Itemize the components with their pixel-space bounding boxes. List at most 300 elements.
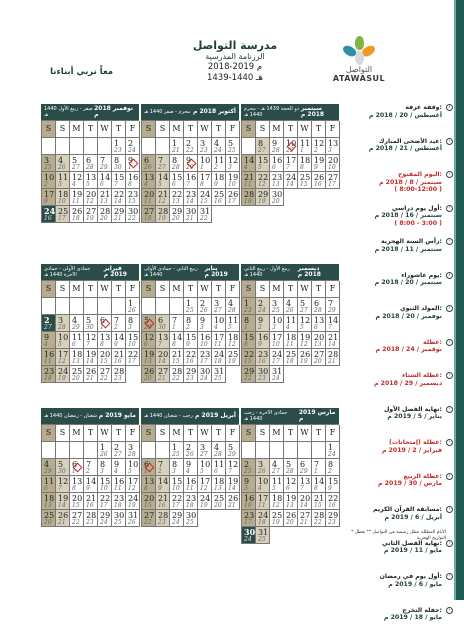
day-cell [270, 298, 284, 315]
day-cell [126, 298, 140, 315]
gregorian-day: 13 [300, 477, 310, 486]
hijri-day: 23 [186, 375, 194, 382]
event-item [346, 573, 454, 607]
day-cell [142, 332, 156, 349]
gregorian-day: 25 [44, 511, 54, 520]
hijri-day: 19 [58, 375, 66, 382]
day-cell [270, 189, 284, 206]
hijri-day: 20 [314, 358, 322, 365]
gregorian-day: 23 [272, 173, 282, 182]
day-cell [284, 476, 298, 493]
hijri-day: 22 [186, 147, 194, 154]
day-cell [242, 315, 256, 332]
gregorian-day: 30 [114, 511, 124, 520]
day-cell [298, 510, 312, 527]
weekday-header: W [98, 121, 112, 138]
day-cell [212, 189, 226, 206]
month-day-grid [241, 120, 339, 206]
day-cell [56, 493, 70, 510]
empty-day-cell [298, 442, 312, 459]
hijri-day: 22 [100, 375, 108, 382]
event-date: يناير / 5 / 2019 م [346, 413, 442, 421]
hijri-day: 4 [144, 181, 148, 188]
empty-day-cell [70, 442, 84, 459]
gregorian-day: 29 [328, 511, 338, 520]
gregorian-day: 10 [58, 333, 68, 342]
hijri-day: 29 [328, 307, 336, 314]
day-cell [326, 476, 340, 493]
hijri-day: 5 [258, 164, 262, 171]
hijri-day: 14 [286, 181, 294, 188]
gregorian-day: 21 [86, 494, 96, 503]
event-item [346, 305, 454, 339]
hijri-day: 3 [172, 468, 176, 475]
hijri-day: 4 [186, 468, 190, 475]
hijri-day: 13 [172, 198, 180, 205]
gregorian-day: 5 [58, 460, 63, 469]
gregorian-day: 8 [128, 316, 133, 325]
hijri-day: 21 [58, 519, 66, 526]
gregorian-day: 22 [186, 350, 196, 359]
hijri-day: 1 [314, 468, 318, 475]
gregorian-day: 3 [214, 299, 219, 308]
gregorian-day: 31 [272, 367, 282, 376]
hijri-day: 1 [100, 324, 104, 331]
gregorian-day: 13 [158, 333, 168, 342]
day-cell [98, 510, 112, 527]
hijri-day: 16 [158, 502, 166, 509]
day-cell [170, 189, 184, 206]
hijri-day: 2 [314, 147, 318, 154]
day-cell [312, 493, 326, 510]
weekday-header: F [226, 121, 240, 138]
hijri-day: 11 [44, 358, 52, 365]
hijri-day: 5 [300, 324, 304, 331]
empty-day-cell [156, 298, 170, 315]
month-name: أبريل 2019 م [195, 413, 236, 419]
gregorian-day: 25 [58, 207, 68, 216]
gregorian-day: 24 [200, 494, 210, 503]
hijri-day: 2 [114, 324, 118, 331]
weekday-header: W [198, 281, 212, 298]
hijri-day: 24 [100, 519, 108, 526]
day-cell [142, 349, 156, 366]
gregorian-day: 26 [86, 367, 96, 376]
month-day-grid [41, 424, 139, 527]
day-cell [256, 349, 270, 366]
hijri-day: 15 [100, 358, 108, 365]
event-item [346, 171, 454, 205]
weekday-header: M [270, 281, 284, 298]
hijri-day: 27 [114, 451, 122, 458]
gregorian-day: 5 [228, 139, 233, 148]
day-cell [212, 459, 226, 476]
event-date: سبتمبر / 20 / 2018 م [346, 279, 442, 287]
gregorian-day: 12 [72, 173, 82, 182]
day-cell [56, 206, 70, 223]
gregorian-day: 9 [200, 316, 205, 325]
gregorian-day: 1 [328, 443, 333, 452]
gregorian-day: 18 [214, 173, 224, 182]
gregorian-day: 28 [314, 511, 324, 520]
day-cell [70, 189, 84, 206]
hijri-day: 29 [100, 164, 108, 171]
gregorian-day: 5 [286, 460, 291, 469]
day-cell [198, 206, 212, 223]
hijri-day: 21 [158, 375, 166, 382]
day-cell [156, 459, 170, 476]
gregorian-day: 25 [286, 350, 296, 359]
hijri-day: 3 [228, 164, 232, 171]
day-cell [256, 189, 270, 206]
gregorian-day: 22 [172, 190, 182, 199]
empty-day-cell [256, 442, 270, 459]
month-hijri-label: ذو الحجة 1439 هـ - محرم 1440 هـ [244, 106, 301, 118]
hijri-day: 19 [228, 358, 236, 365]
gregorian-day: 14 [158, 477, 168, 486]
gregorian-day: 13 [86, 173, 96, 182]
empty-day-cell [70, 138, 84, 155]
weekday-header: M [170, 281, 184, 298]
hijri-day: 8 [72, 485, 76, 492]
gregorian-day: 28 [172, 367, 182, 376]
gregorian-day: 25 [228, 350, 238, 359]
gregorian-day: 12 [228, 460, 238, 469]
event-item [346, 238, 454, 272]
gregorian-day: 16 [128, 173, 138, 182]
weekday-header: S [56, 281, 70, 298]
hijri-day: 1 [72, 468, 76, 475]
hijri-day: 25 [114, 519, 122, 526]
gregorian-day: 5 [72, 156, 77, 165]
day-cell [312, 138, 326, 155]
hijri-day: 13 [100, 198, 108, 205]
gregorian-day: 7 [172, 316, 177, 325]
day-cell [270, 510, 284, 527]
gregorian-day: 31 [214, 367, 224, 376]
hijri-day: 15 [300, 181, 308, 188]
gregorian-day: 22 [258, 173, 268, 182]
day-cell [56, 172, 70, 189]
day-cell [312, 155, 326, 172]
gregorian-day: 20 [144, 494, 154, 503]
hijri-day: 3 [100, 468, 104, 475]
day-cell [98, 332, 112, 349]
gregorian-day: 7 [158, 156, 163, 165]
gregorian-day: 28 [86, 511, 96, 520]
day-cell [284, 138, 298, 155]
event-name: يوم عاشوراء: [346, 272, 442, 280]
gregorian-day: 26 [314, 173, 324, 182]
events-list [346, 104, 454, 640]
day-cell [84, 332, 98, 349]
hijri-day: 11 [72, 198, 80, 205]
hijri-day: 13 [144, 358, 152, 365]
empty-day-cell [42, 138, 56, 155]
month-name: سبتمبر 2018 م [301, 106, 336, 118]
hijri-day: 26 [128, 307, 136, 314]
hijri-day: 10 [200, 341, 208, 348]
hijri-day: 8 [314, 485, 318, 492]
gregorian-day: 13 [314, 316, 324, 325]
hijri-day: 14 [158, 358, 166, 365]
hijri-day: 20 [172, 215, 180, 222]
gregorian-day: 8 [100, 460, 105, 469]
day-cell [156, 349, 170, 366]
event-item [346, 372, 454, 406]
gregorian-day: 10 [44, 173, 54, 182]
day-cell [112, 172, 126, 189]
day-cell [56, 476, 70, 493]
gregorian-day: 9 [114, 460, 119, 469]
day-cell [126, 172, 140, 189]
hijri-day: 20 [72, 375, 80, 382]
weekday-header: F [126, 121, 140, 138]
day-cell [256, 493, 270, 510]
weekday-header: W [298, 281, 312, 298]
month-day-grid [141, 280, 239, 383]
hijri-day: 25 [44, 164, 52, 171]
gregorian-day: 26 [144, 367, 154, 376]
event-date: نوفمبر / 20 / 2018 م [346, 313, 442, 321]
hijri-day: 13 [214, 485, 222, 492]
day-cell [84, 189, 98, 206]
weekday-header: T [312, 281, 326, 298]
hijri-day: 10 [172, 485, 180, 492]
hijri-day: 22 [172, 375, 180, 382]
day-cell [156, 155, 170, 172]
month-hijri-label: رجب - شعبان 1440 هـ [144, 413, 193, 419]
event-item [346, 272, 454, 306]
event-name: المولد النبوي: [346, 305, 442, 313]
hijri-day: 18 [114, 502, 122, 509]
day-cell [212, 315, 226, 332]
gregorian-day: 20 [86, 190, 96, 199]
hijri-day: 17 [128, 358, 136, 365]
day-cell [98, 459, 112, 476]
hijri-day: 30 [58, 468, 66, 475]
gregorian-day: 14 [86, 477, 96, 486]
day-cell [256, 155, 270, 172]
day-cell [42, 206, 56, 223]
weekday-header: S [56, 425, 70, 442]
gregorian-day: 3 [200, 139, 205, 148]
day-cell [284, 172, 298, 189]
day-cell [198, 459, 212, 476]
gregorian-day: 11 [44, 477, 54, 486]
event-name: اليوم المفتوح: [346, 171, 442, 179]
hijri-day: 10 [128, 341, 136, 348]
hijri-day: 4 [214, 324, 218, 331]
empty-day-cell [84, 138, 98, 155]
day-cell [312, 510, 326, 527]
hijri-day: 6 [286, 485, 290, 492]
gregorian-day: 10 [128, 460, 138, 469]
day-cell [84, 349, 98, 366]
event-name: مسابقة القرآن الكريم: [346, 506, 442, 514]
hijri-day: 29 [144, 324, 152, 331]
day-cell [142, 189, 156, 206]
hijri-day: 23 [114, 147, 122, 154]
day-cell [112, 510, 126, 527]
day-cell [326, 349, 340, 366]
gregorian-day: 18 [44, 494, 54, 503]
gregorian-day: 11 [58, 173, 68, 182]
hijri-day: 9 [114, 341, 118, 348]
gregorian-day: 8 [186, 316, 191, 325]
day-cell [84, 155, 98, 172]
day-cell [284, 298, 298, 315]
day-cell [212, 493, 226, 510]
event-date: مارس / 30 / 2019 م [346, 480, 442, 488]
gregorian-day: 5 [228, 443, 233, 452]
gregorian-day: 26 [286, 511, 296, 520]
hijri-day: 18 [258, 519, 266, 526]
hijri-day: 1 [300, 147, 304, 154]
hijri-day: 2 [328, 468, 332, 475]
day-cell [256, 138, 270, 155]
day-cell [84, 172, 98, 189]
day-cell [242, 349, 256, 366]
hijri-day: 12 [272, 502, 280, 509]
gregorian-day: 28 [328, 350, 338, 359]
gregorian-day: 1 [172, 139, 177, 148]
gregorian-day: 2 [128, 139, 133, 148]
day-cell [156, 493, 170, 510]
gregorian-day: 8 [172, 460, 177, 469]
month-hijri-label: ربيع الأول - ربيع الثاني 1440 هـ [244, 266, 298, 278]
day-cell [42, 366, 56, 383]
hijri-day: 16 [114, 358, 122, 365]
day-cell [42, 155, 56, 172]
day-cell [198, 155, 212, 172]
hijri-day: 22 [314, 519, 322, 526]
gregorian-day: 6 [144, 460, 149, 469]
hijri-day: 14 [114, 198, 122, 205]
hijri-day: 5 [128, 468, 132, 475]
hijri-day: 27 [72, 164, 80, 171]
hijri-day: 7 [86, 341, 90, 348]
hijri-day: 10 [272, 341, 280, 348]
day-cell [156, 366, 170, 383]
weekday-header: W [98, 281, 112, 298]
day-cell [242, 172, 256, 189]
day-cell [70, 459, 84, 476]
weekday-header: T [312, 425, 326, 442]
month-calendar [141, 104, 239, 223]
gregorian-day: 2 [186, 443, 191, 452]
logo-flower-icon [345, 36, 373, 64]
weekday-header: S [256, 425, 270, 442]
day-cell [42, 476, 56, 493]
hijri-day: 27 [214, 307, 222, 314]
gregorian-day: 21 [244, 173, 254, 182]
hijri-day: 12 [158, 198, 166, 205]
gregorian-day: 10 [286, 139, 296, 148]
hijri-day: 20 [272, 198, 280, 205]
day-cell [112, 138, 126, 155]
gregorian-day: 27 [314, 350, 324, 359]
month-header [41, 408, 139, 424]
gregorian-day: 4 [286, 299, 291, 308]
hijri-day: 24 [272, 375, 280, 382]
gregorian-day: 25 [72, 367, 82, 376]
day-cell [142, 459, 156, 476]
hijri-day: 25 [214, 375, 222, 382]
day-cell [198, 349, 212, 366]
gregorian-day: 19 [228, 173, 238, 182]
day-cell [184, 315, 198, 332]
hijri-day: 24 [328, 451, 336, 458]
day-cell [298, 459, 312, 476]
gregorian-day: 8 [244, 316, 249, 325]
gregorian-day: 1 [172, 443, 177, 452]
gregorian-day: 20 [158, 350, 168, 359]
day-cell [256, 298, 270, 315]
gregorian-day: 27 [72, 511, 82, 520]
empty-day-cell [56, 442, 70, 459]
hijri-day: 17 [200, 358, 208, 365]
gregorian-day: 31 [200, 207, 210, 216]
day-cell [156, 172, 170, 189]
day-cell [112, 476, 126, 493]
weekday-header: T [84, 281, 98, 298]
gregorian-day: 4 [214, 139, 219, 148]
hijri-day: 7 [286, 164, 290, 171]
event-item [346, 104, 454, 138]
day-cell [70, 349, 84, 366]
month-day-grid [241, 280, 339, 383]
weekday-header: M [270, 121, 284, 138]
day-cell [226, 476, 240, 493]
day-cell [270, 476, 284, 493]
page-header [140, 40, 330, 84]
day-cell [112, 332, 126, 349]
day-cell [156, 332, 170, 349]
hijri-day: 18 [72, 215, 80, 222]
gregorian-day: 22 [114, 190, 124, 199]
gregorian-day: 16 [258, 333, 268, 342]
hijri-day: 6 [44, 485, 48, 492]
day-cell [170, 206, 184, 223]
gregorian-day: 24 [286, 173, 296, 182]
month-header [141, 104, 239, 120]
hijri-day: 9 [258, 341, 262, 348]
month-day-grid [241, 424, 339, 544]
day-cell [112, 206, 126, 223]
day-cell [226, 442, 240, 459]
gregorian-day: 24 [200, 190, 210, 199]
day-cell [84, 366, 98, 383]
weekday-header: S [142, 281, 156, 298]
day-cell [326, 298, 340, 315]
day-cell [84, 476, 98, 493]
hijri-day: 13 [272, 181, 280, 188]
day-cell [170, 315, 184, 332]
page-edge-band [456, 0, 464, 600]
gregorian-day: 15 [100, 477, 110, 486]
gregorian-day: 18 [228, 333, 238, 342]
day-cell [242, 459, 256, 476]
weekday-header: T [212, 121, 226, 138]
bullet-arrow-icon: › [446, 305, 453, 312]
gregorian-day: 23 [258, 350, 268, 359]
day-cell [312, 459, 326, 476]
hijri-day: 26 [144, 164, 152, 171]
gregorian-day: 30 [200, 367, 210, 376]
day-cell [284, 349, 298, 366]
hijri-day: 25 [258, 536, 266, 543]
